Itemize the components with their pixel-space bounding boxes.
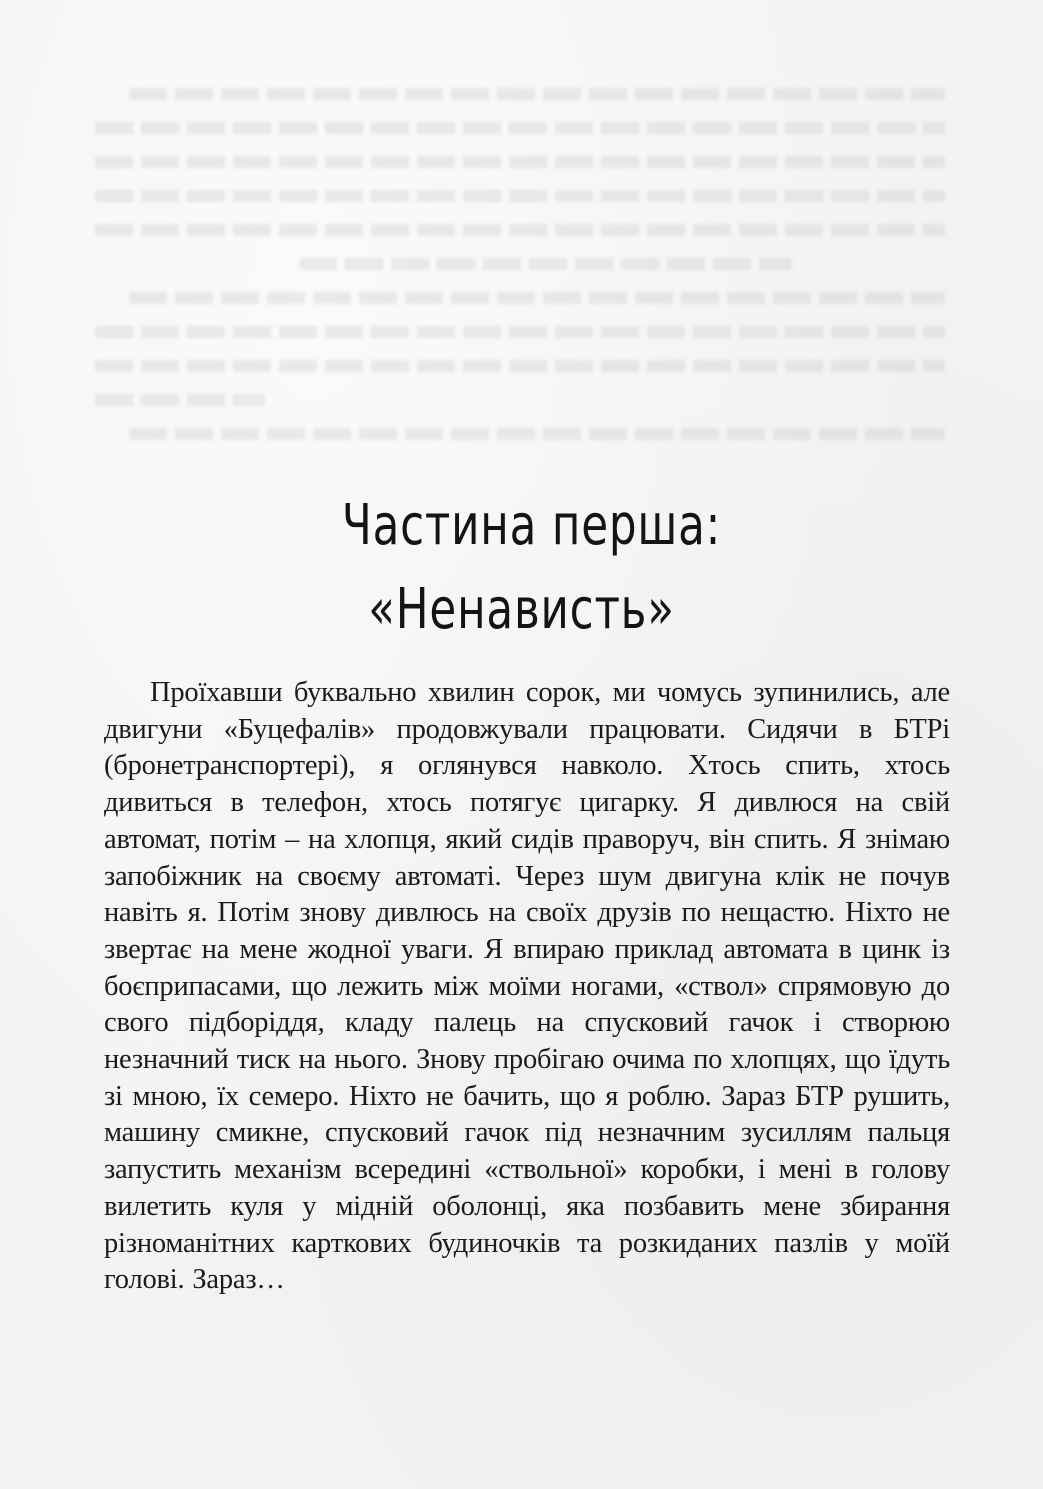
bleed-line: [95, 224, 945, 236]
bleed-line: [95, 326, 945, 338]
body-paragraph: Проїхавши буквально хвилин сорок, ми чомусь зупинились, але двигуни «Буцефалів» продовжували працювати. Сидячи в БТРі (бронетранспортері), я оглянувся навколо. Хтось спить, хтось дивиться в телефон, хтось потягує цигарку. Я дивлюся на свій автомат, потім – на хлопця, який сидів праворуч, він спить. Я знімаю запобіжник на своєму автоматі. Через шум двигуна клік не почув навіть я. Потім знову дивлюсь на своїх друзів по нещастю. Ніхто не звертає на мене жодної уваги. Я впираю приклад автомата в цинк із боєприпасами, що лежить між моїми ногами, «ствол» спрямовую до свого підборіддя, кладу палець на спусковий гачок і створюю незначний тиск на нього. Знову пробігаю очима по хлопцях, що їдуть зі мною, їх семеро. Ніхто не бачить, що я роблю. Зараз БТР рушить, машину смикне, спусковий гачок під незначним зусиллям пальця запустить механізм всередині «ствольної» коробки, і мені в голову вилетить куля у мідній оболонці, яка позбавить мене збирання різноманітних карткових будиночків та розкиданих пазлів у моїй голові. Зараз…: [104, 677, 950, 1296]
chapter-title-line-1: Частина перша:: [341, 493, 722, 559]
show-through-text: [95, 88, 945, 462]
bleed-line: [95, 122, 945, 134]
bleed-line: [95, 394, 265, 406]
bleed-line: [129, 292, 945, 304]
bleed-line: [129, 428, 945, 440]
bleed-line: [95, 190, 945, 202]
bleed-line: [299, 258, 792, 270]
chapter-title: [0, 491, 1043, 645]
bleed-line: [95, 360, 945, 372]
chapter-title-line-2: «Ненависть»: [368, 577, 675, 643]
bleed-line: [95, 156, 945, 168]
bleed-line: [129, 88, 945, 100]
